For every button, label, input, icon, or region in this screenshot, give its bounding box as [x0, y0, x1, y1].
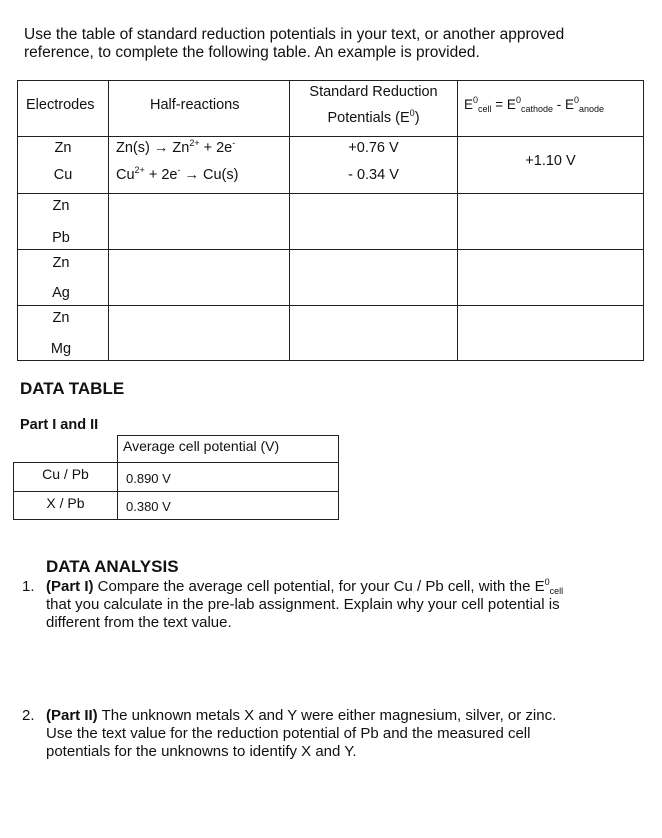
- header-ecell-formula: $E^0_{cell} = E^0_{cathode} - E^0_{anode}$: [464, 95, 605, 114]
- table-border: [108, 80, 109, 361]
- question-2: [46, 707, 626, 761]
- table-border: [17, 305, 643, 306]
- row2-electrode-2: Ag: [52, 285, 70, 301]
- row1-electrode-1: Zn: [52, 198, 70, 214]
- example-potential-2: - 0.34 V: [348, 167, 399, 183]
- data-table-heading: DATA TABLE: [20, 379, 125, 398]
- data-analysis-heading: DATA ANALYSIS: [46, 557, 179, 576]
- question-2-line-2: Use the text value for the reduction potential of Pb and the measured cell: [46, 725, 531, 742]
- table-border: [17, 360, 643, 361]
- table-border: [17, 136, 643, 137]
- question-1-line-2: that you calculate in the pre-lab assignment. Explain why your cell potential is: [46, 596, 560, 613]
- question-1-line-1: (Part I) Compare the average cell potential, for your Cu / Pb cell, with the $E^0_{cell}$: [46, 577, 564, 596]
- table-border: [13, 519, 338, 520]
- row-value-cu-pb: 0.890 V: [126, 471, 171, 486]
- row3-electrode-2: Mg: [50, 341, 72, 357]
- row-value-x-pb: 0.380 V: [126, 499, 171, 514]
- example-electrode-1: Zn: [54, 140, 72, 156]
- row2-electrode-1: Zn: [52, 255, 70, 271]
- table-border: [13, 462, 338, 463]
- table-border: [338, 435, 339, 520]
- row1-electrode-2: Pb: [52, 230, 70, 246]
- row-label-cu-pb: Cu / Pb: [42, 466, 89, 482]
- example-electrode-2: Cu: [53, 167, 73, 183]
- table-border: [643, 80, 644, 361]
- column-header-avg-potential: Average cell potential (V): [123, 438, 280, 454]
- example-reaction-1: $Zn(s) \to Zn^{2+} + 2e^-$: [116, 138, 236, 156]
- question-2-number: 2.: [22, 707, 35, 724]
- question-1-number: 1.: [22, 578, 35, 595]
- question-2-line-3: potentials for the unknowns to identify X and Y.: [46, 743, 357, 760]
- table-border: [457, 80, 458, 361]
- intro-line-1: Use the table of standard reduction potentials in your text, or another approved: [24, 26, 565, 43]
- table-border: [117, 435, 338, 436]
- header-potential-line1: Standard Reduction: [309, 84, 438, 100]
- table-border: [17, 193, 643, 194]
- question-1-line-3: different from the text value.: [46, 614, 232, 631]
- table-border: [117, 435, 118, 520]
- header-potential-line2: Potentials $(E^0)$: [327, 108, 420, 126]
- intro-text: [24, 26, 624, 62]
- question-2-line-1: (Part II) The unknown metals X and Y were either magnesium, silver, or zinc.: [46, 707, 557, 724]
- row3-electrode-1: Zn: [52, 310, 70, 326]
- header-half-reactions: Half-reactions: [150, 97, 240, 113]
- example-ecell: +1.10 V: [525, 153, 576, 169]
- row-label-x-pb: X / Pb: [46, 495, 85, 511]
- table-border: [17, 249, 643, 250]
- example-potential-1: +0.76 V: [348, 140, 399, 156]
- table-border: [13, 491, 338, 492]
- question-1: [46, 578, 626, 632]
- table-border: [17, 80, 643, 81]
- intro-line-2: reference, to complete the following table. An example is provided.: [24, 44, 480, 61]
- header-electrodes: Electrodes: [26, 97, 95, 113]
- example-reaction-2: $Cu^{2+} + 2e^- \to Cu(s)$: [116, 165, 239, 183]
- part-heading: Part I and II: [20, 417, 99, 433]
